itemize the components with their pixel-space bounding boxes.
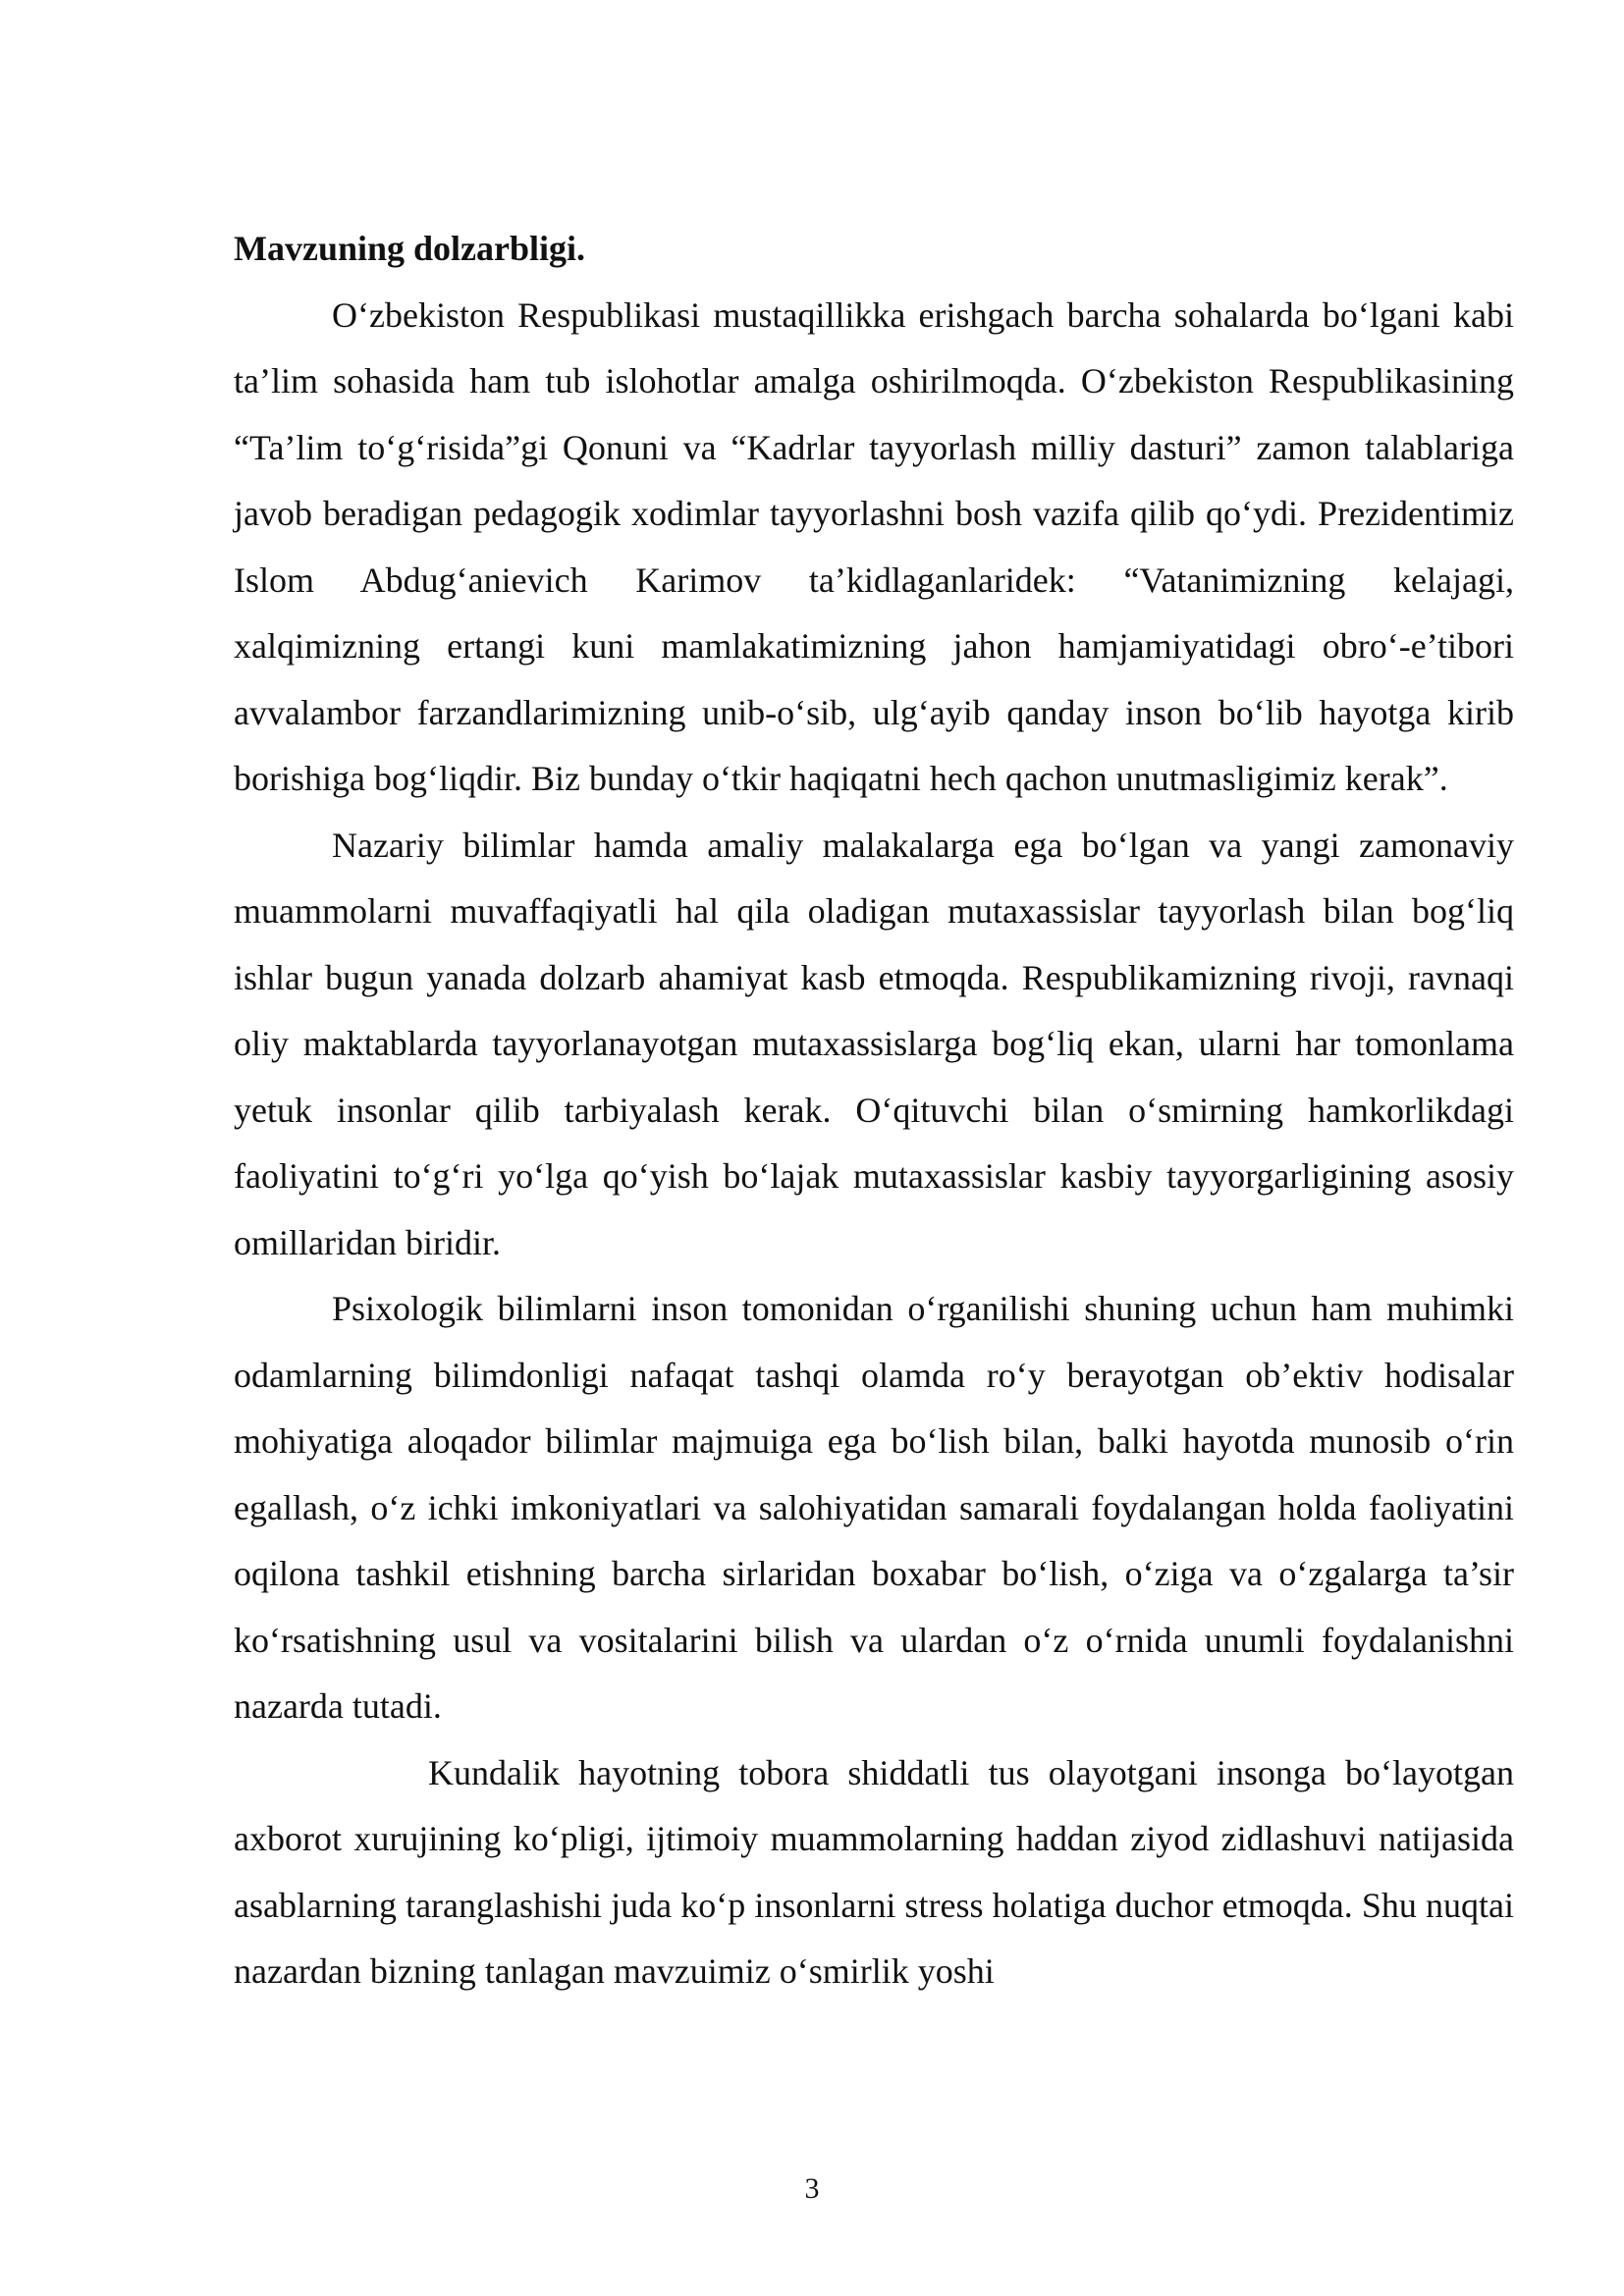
section-heading: Mavzuning dolzarbligi. — [234, 229, 586, 268]
paragraph-stress: Kundalik hayotning tobora shiddatli tus olayotgani insonga bo‘layotgan axborot xurujining ko‘pligi, ijtimoiy muammolarning haddan ziyod zidlashuvi natijasida asablarning taranglashishi juda ko‘p insonlarni stress holatiga duchor etmoqda. Shu nuqtai nazardan bizning tanlagan mavzuimiz o‘smirlik yoshi — [234, 1752, 1514, 1991]
paragraph-psychology: Psixologik bilimlarni inson tomonidan o‘rganilishi shuning uchun ham muhimki odamlarning bilimdonligi nafaqat tashqi olamda ro‘y berayotgan ob’ektiv hodisalar mohiyatiga aloqador bilimlar majmuiga ega bo‘lish bilan, balki hayotda munosib o‘rin egallash, o‘z ichki imkoniyatlari va salohiyatidan samarali foydalangan holda faoliyatini oqilona tashkil etishning barcha sirlaridan boxabar bo‘lish, o‘ziga va o‘zgalarga ta’sir ko‘rsatishning usul va vositalarini bilish va ulardan o‘z o‘rnida unumli foydalanishni nazarda tutadi. — [234, 1289, 1514, 1726]
document-body — [234, 216, 1514, 2005]
page-number: 3 — [804, 2172, 820, 2205]
paragraph-reforms: O‘zbekiston Respublikasi mustaqillikka erishgach barcha sohalarda bo‘lgani kabi ta’lim sohasida ham tub islohotlar amalga oshirilmoqda. O‘zbekiston Respublikasining “Ta’lim to‘g‘risida”gi Qonuni va “Kadrlar tayyorlash milliy dasturi” zamon talablariga javob beradigan pedagogik xodimlar tayyorlashni bosh vazifa qilib qo‘ydi. Prezidentimiz Islom Abdug‘anievich Karimov ta’kidlaganlaridek: “Vatanimizning kelajagi, xalqimizning ertangi kuni mamlakatimizning jahon hamjamiyatidagi obro‘-e’tibori avvalambor farzandlarimizning unib-o‘sib, ulg‘ayib qanday inson bo‘lib hayotga kirib borishiga bog‘liqdir. Biz bunday o‘tkir haqiqatni hech qachon unutmasligimiz kerak”. — [234, 294, 1514, 798]
paragraph-specialists: Nazariy bilimlar hamda amaliy malakalarga ega bo‘lgan va yangi zamonaviy muammolarni muvaffaqiyatli hal qila oladigan mutaxassislar tayyorlash bilan bog‘liq ishlar bugun yanada dolzarb ahamiyat kasb etmoqda. Respublikamizning rivoji, ravnaqi oliy maktablarda tayyorlanayotgan mutaxassislarga bog‘liq ekan, ularni har tomonlama yetuk insonlar qilib tarbiyalash kerak. O‘qituvchi bilan o‘smirning hamkorlikdagi faoliyatini to‘g‘ri yo‘lga qo‘yish bo‘lajak mutaxassislar kasbiy tayyorgarligining asosiy omillaridan biridir. — [234, 825, 1514, 1262]
